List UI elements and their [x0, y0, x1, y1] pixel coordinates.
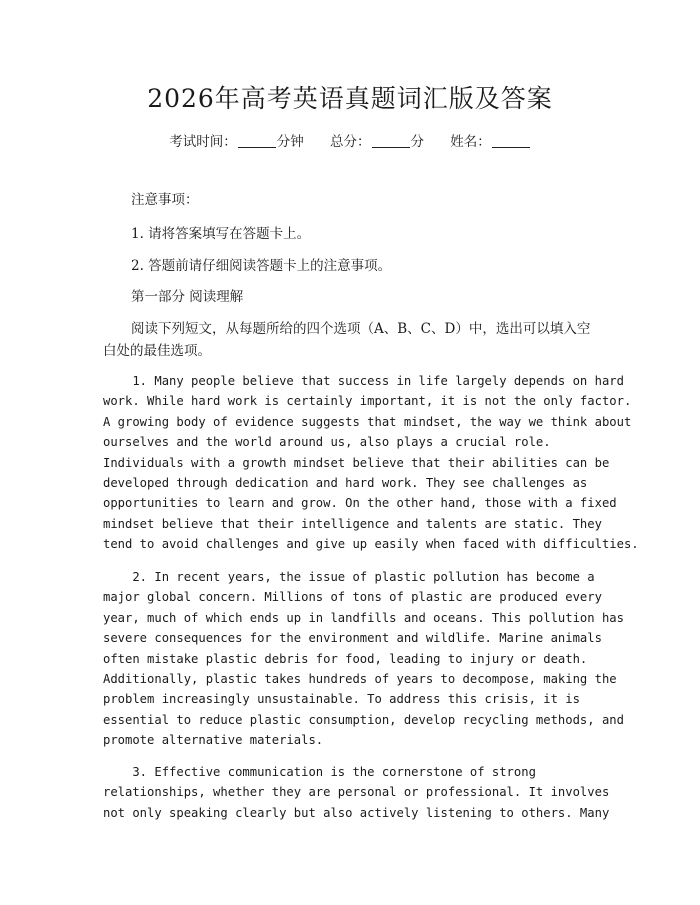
score-unit: 分: [410, 134, 424, 150]
time-field: [169, 134, 304, 150]
exam-title: 2026年高考英语真题词汇版及答案: [147, 84, 553, 113]
name-label: 姓名：: [450, 134, 491, 150]
passage-line: promote alternative materials.: [103, 733, 324, 748]
time-label: 考试时间：: [169, 134, 237, 150]
passage-line: 1. Many people believe that success in life largely depends on hard: [103, 374, 624, 388]
passage-line: major global concern. Millions of tons of plastic are produced every: [103, 590, 602, 605]
passage-line: problem increasingly unsustainable. To address this crisis, it is: [103, 692, 580, 707]
passage-line: severe consequences for the environment and wildlife. Marine animals: [103, 631, 602, 646]
notes-heading: 注意事项：: [131, 192, 199, 208]
instructions: 阅读下列短文，从每题所给的四个选项（A、B、C、D）中，选出可以填入空白处的最佳选项。: [103, 321, 591, 359]
passage-line: not only speaking clearly but also actively listening to others. Many: [103, 805, 610, 820]
note-item-2: 2. 答题前请仔细阅读答题卡上的注意事项。: [131, 258, 392, 274]
time-blank[interactable]: [238, 133, 276, 148]
passage-line: A growing body of evidence suggests that mindset, the way we think about: [103, 414, 632, 429]
score-blank[interactable]: [372, 133, 410, 148]
name-field: [450, 134, 531, 150]
passage-3: [103, 762, 623, 823]
time-unit: 分钟: [276, 134, 304, 150]
passage-line: year, much of which ends up in landfills and oceans. This pollution has: [103, 610, 624, 625]
exam-meta-line: [0, 132, 700, 152]
note-item-1: 1. 请将答案填写在答题卡上。: [131, 226, 311, 242]
passage-line: Individuals with a growth mindset believe that their abilities can be: [103, 455, 610, 470]
passage-1: [103, 371, 639, 555]
passage-line: relationships, whether they are personal or professional. It involves: [103, 785, 610, 800]
name-blank[interactable]: [492, 133, 530, 148]
passage-line: ourselves and the world around us, also plays a crucial role.: [103, 435, 551, 450]
passage-line: 3. Effective communication is the cornerstone of strong: [103, 765, 536, 779]
passage-2: [103, 567, 623, 751]
passage-line: mindset believe that their intelligence and talents are static. They: [103, 516, 602, 531]
passage-line: essential to reduce plastic consumption, develop recycling methods, and: [103, 712, 624, 727]
passage-line: tend to avoid challenges and give up easily when faced with difficulties.: [103, 537, 639, 552]
score-label: 总分：: [330, 134, 371, 150]
passage-line: opportunities to learn and grow. On the other hand, those with a fixed: [103, 496, 617, 511]
section-title: 第一部分 阅读理解: [131, 289, 244, 305]
passage-line: work. While hard work is certainly important, it is not the only factor.: [103, 394, 632, 409]
passage-line: 2. In recent years, the issue of plastic pollution has become a: [103, 570, 595, 584]
score-field: [330, 134, 424, 150]
passage-line: developed through dedication and hard work. They see challenges as: [103, 476, 588, 491]
passage-line: often mistake plastic debris for food, leading to injury or death.: [103, 651, 588, 666]
passage-line: Additionally, plastic takes hundreds of years to decompose, making the: [103, 672, 617, 687]
